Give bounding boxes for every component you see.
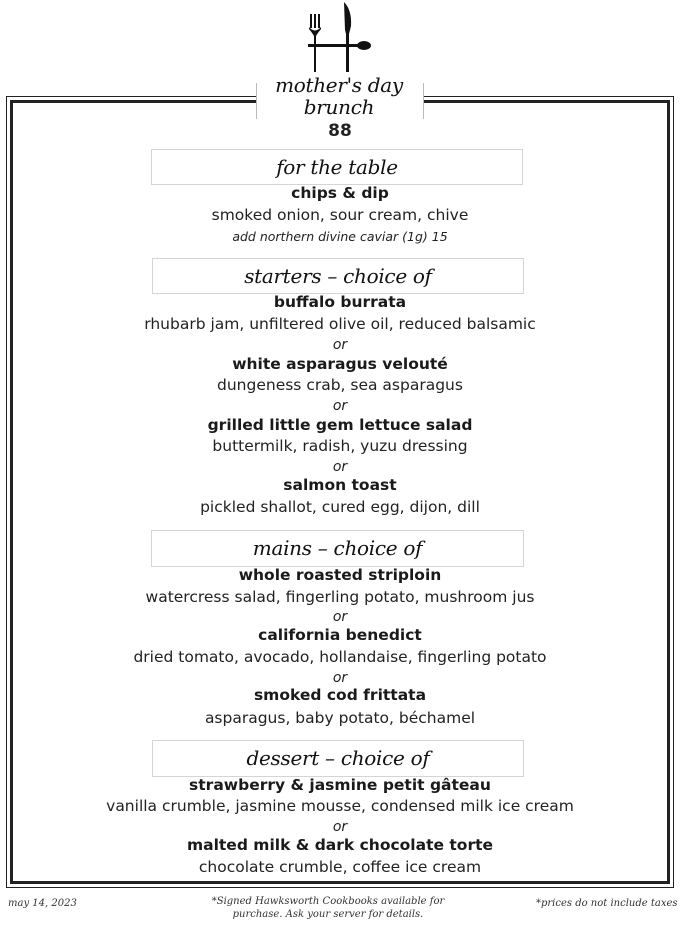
section-heading-starters: starters – choice of bbox=[152, 258, 524, 294]
or-separator: or bbox=[332, 398, 348, 414]
dish-name: whole roasted striploin bbox=[238, 566, 442, 584]
dish-description: vanilla crumble, jasmine mousse, condensed milk ice cream bbox=[106, 797, 574, 815]
or-separator: or bbox=[332, 337, 348, 353]
dish-name: california benedict bbox=[258, 626, 422, 644]
dish-description: dried tomato, avocado, hollandaise, fingerling potato bbox=[133, 648, 547, 666]
menu-title-line1: mother's day bbox=[275, 73, 403, 97]
dish-name: buffalo burrata bbox=[273, 293, 407, 311]
or-separator: or bbox=[332, 459, 348, 475]
cookbook-note-line2: purchase. Ask your server for details. bbox=[232, 908, 424, 920]
dish-description: watercress salad, fingerling potato, mushroom jus bbox=[145, 588, 535, 606]
dish-name: chips & dip bbox=[291, 184, 389, 202]
dish-name: malted milk & dark chocolate torte bbox=[186, 836, 494, 854]
dish-description: asparagus, baby potato, béchamel bbox=[204, 709, 476, 727]
dish-description: smoked onion, sour cream, chive bbox=[211, 206, 469, 224]
dish-description: dungeness crab, sea asparagus bbox=[217, 376, 463, 394]
or-separator: or bbox=[332, 819, 348, 835]
dish-description: pickled shallot, cured egg, dijon, dill bbox=[200, 498, 480, 516]
section-heading-mains: mains – choice of bbox=[151, 530, 524, 567]
menu-title bbox=[256, 74, 422, 118]
menu-title-line2: brunch bbox=[303, 95, 375, 119]
hawksworth-logo-icon bbox=[304, 0, 374, 74]
section-heading-dessert: dessert – choice of bbox=[152, 740, 524, 777]
or-separator: or bbox=[332, 609, 348, 625]
dish-description: rhubarb jam, unfiltered olive oil, reduced balsamic bbox=[144, 315, 536, 333]
section-heading-for-the-table: for the table bbox=[151, 149, 523, 185]
dish-name: strawberry & jasmine petit gâteau bbox=[189, 776, 491, 794]
menu-date: may 14, 2023 bbox=[8, 898, 77, 909]
or-separator: or bbox=[332, 670, 348, 686]
cookbook-note-line1: *Signed Hawksworth Cookbooks available for bbox=[211, 896, 445, 907]
cookbook-note bbox=[200, 896, 456, 921]
dish-description: buttermilk, radish, yuzu dressing bbox=[212, 437, 468, 455]
dish-name: white asparagus velouté bbox=[232, 355, 448, 373]
menu-price: 88 bbox=[328, 121, 352, 141]
dish-name: smoked cod frittata bbox=[253, 686, 427, 704]
tax-note: *prices do not include taxes bbox=[536, 898, 678, 909]
dish-name: salmon toast bbox=[283, 476, 397, 494]
dish-name: grilled little gem lettuce salad bbox=[207, 416, 473, 434]
addon-note: add northern divine caviar (1g) 15 bbox=[232, 229, 448, 244]
dish-description: chocolate crumble, coffee ice cream bbox=[198, 858, 482, 876]
